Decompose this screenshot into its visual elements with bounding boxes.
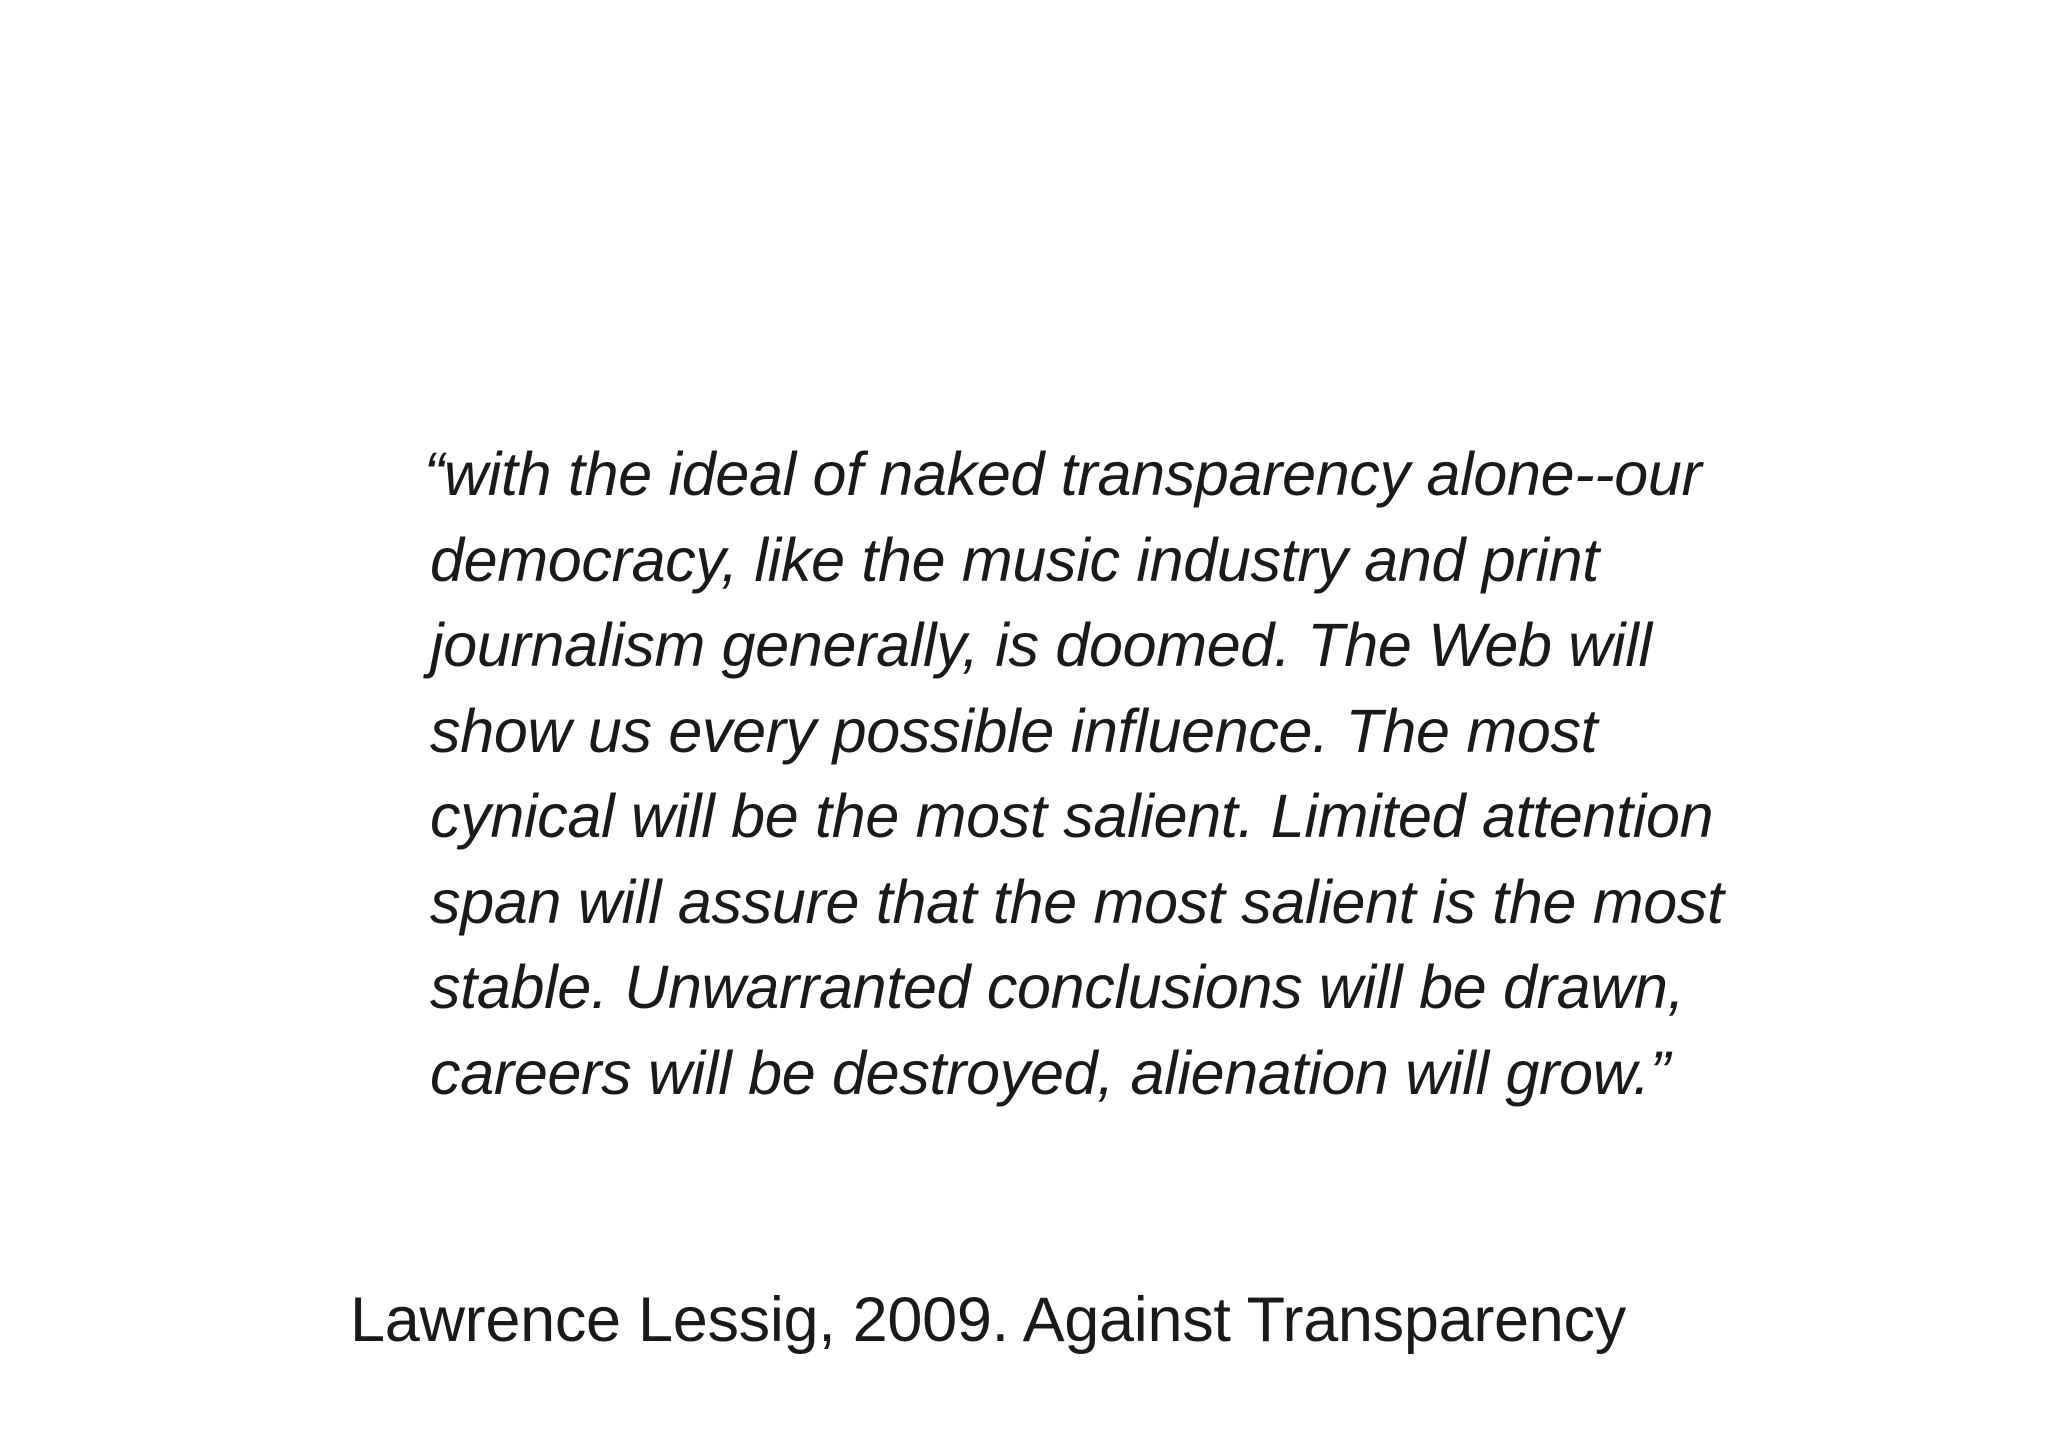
quote-line-4: show us every possible influence. The most [430,696,1598,765]
quote-line-1: “with the ideal of naked transparency alone--our [424,440,1702,508]
quote-block [424,432,1830,1116]
quote-line-5: cynical will be the most salient. Limited attention [430,782,1714,850]
quote-line-6: span will assure that the most salient is the most [430,867,1724,936]
quote-line-2: democracy, like the music industry and print [430,525,1599,594]
quote-line-3: journalism generally, is doomed. The Web will [430,611,1652,679]
quote-line-7: stable. Unwarranted conclusions will be drawn, [430,953,1685,1021]
citation: Lawrence Lessig, 2009. Against Transparency [350,1285,1626,1355]
quote-line-8: careers will be destroyed, alienation will grow.” [430,1038,1670,1107]
